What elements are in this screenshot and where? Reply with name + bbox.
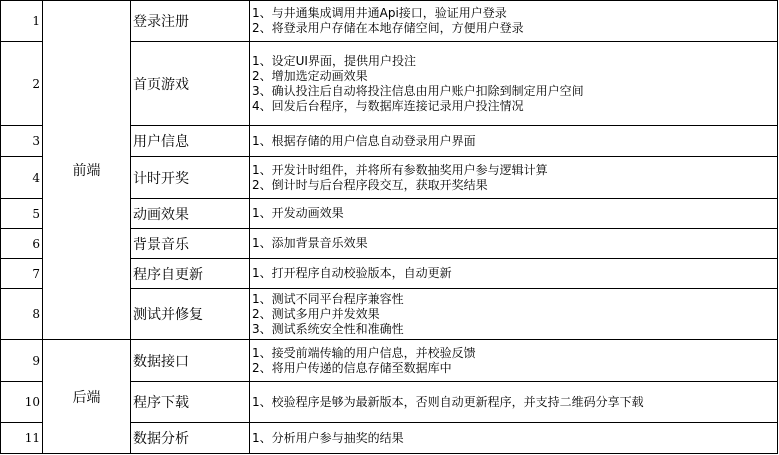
module-cell[interactable]: 数据分析	[131, 423, 250, 454]
description-line: 1、分析用户参与抽奖的结果	[252, 430, 404, 445]
description-cell[interactable]	[250, 229, 778, 259]
module-cell[interactable]: 背景音乐	[131, 229, 250, 259]
description-cell[interactable]	[250, 199, 778, 229]
description-cell[interactable]	[250, 423, 778, 454]
table-row	[1, 340, 778, 382]
row-number[interactable]: 11	[1, 423, 43, 454]
description-cell[interactable]	[250, 126, 778, 157]
table-row	[1, 1, 778, 42]
description-line: 1、测试不同平台程序兼容性	[252, 291, 404, 306]
description-cell[interactable]	[250, 340, 778, 382]
row-number[interactable]: 4	[1, 157, 43, 199]
description-cell[interactable]	[250, 259, 778, 289]
module-cell[interactable]: 动画效果	[131, 199, 250, 229]
description-cell[interactable]	[250, 1, 778, 42]
description-line: 1、校验程序是够为最新版本，否则自动更新程序，并支持二维码分享下载	[252, 394, 644, 409]
description-line: 4、回发后台程序，与数据库连接记录用户投注情况	[252, 98, 524, 113]
group-cell-backend[interactable]: 后端	[43, 340, 131, 454]
description-line: 3、确认投注后自动将投注信息由用户账户扣除到制定用户空间	[252, 83, 584, 98]
description-line: 1、与井通集成调用井通Api接口，验证用户登录	[252, 6, 507, 20]
description-line: 2、倒计时与后台程序段交互，获取开奖结果	[252, 177, 488, 192]
module-cell[interactable]: 用户信息	[131, 126, 250, 157]
module-cell[interactable]: 程序自更新	[131, 259, 250, 289]
module-cell[interactable]: 首页游戏	[131, 42, 250, 126]
row-number[interactable]: 10	[1, 382, 43, 423]
description-line: 2、将登录用户存储在本地存储空间，方便用户登录	[252, 21, 524, 35]
description-line: 1、开发动画效果	[252, 206, 344, 220]
row-number[interactable]: 2	[1, 42, 43, 126]
row-number[interactable]: 9	[1, 340, 43, 382]
description-line: 1、接受前端传输的用户信息，并校验反馈	[252, 345, 476, 360]
description-cell[interactable]	[250, 289, 778, 340]
description-line: 3、测试系统安全性和准确性	[252, 321, 404, 336]
row-number[interactable]: 6	[1, 229, 43, 259]
description-line: 1、根据存储的用户信息自动登录用户界面	[252, 133, 476, 148]
description-line: 1、打开程序自动校验版本，自动更新	[252, 266, 452, 280]
description-cell[interactable]	[250, 42, 778, 126]
description-line: 2、增加选定动画效果	[252, 68, 368, 83]
row-number[interactable]: 5	[1, 199, 43, 229]
description-line: 1、添加背景音乐效果	[252, 236, 368, 250]
row-number[interactable]: 1	[1, 1, 43, 42]
row-number[interactable]: 8	[1, 289, 43, 340]
description-line: 2、将用户传递的信息存储至数据库中	[252, 360, 452, 375]
module-cell[interactable]: 数据接口	[131, 340, 250, 382]
row-number[interactable]: 3	[1, 126, 43, 157]
description-line: 1、设定UI界面，提供用户投注	[252, 53, 416, 68]
group-cell-frontend[interactable]: 前端	[43, 1, 131, 340]
module-cell[interactable]: 计时开奖	[131, 157, 250, 199]
description-line: 1、开发计时组件，并将所有参数抽奖用户参与逻辑计算	[252, 162, 548, 177]
module-cell[interactable]: 程序下载	[131, 382, 250, 423]
module-cell[interactable]: 测试并修复	[131, 289, 250, 340]
description-cell[interactable]	[250, 382, 778, 423]
description-cell[interactable]	[250, 157, 778, 199]
module-cell[interactable]: 登录注册	[131, 1, 250, 42]
description-line: 2、测试多用户并发效果	[252, 306, 380, 321]
row-number[interactable]: 7	[1, 259, 43, 289]
